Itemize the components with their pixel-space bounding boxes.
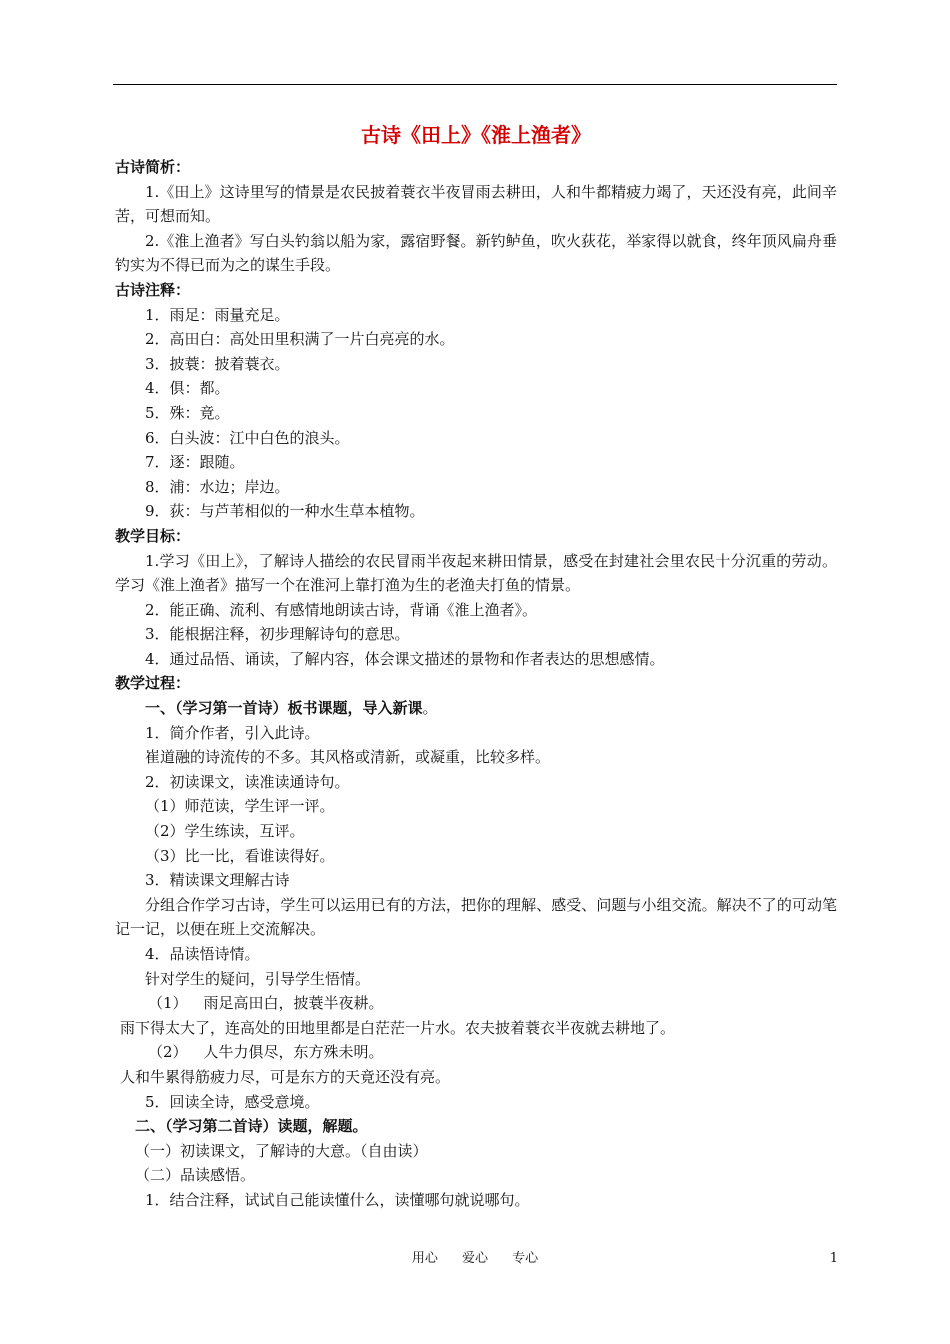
analysis-paragraph-1: 1.《田上》这诗里写的情景是农民披着蓑衣半夜冒雨去耕田，人和牛都精疲力竭了，天还没有亮，此间辛苦，可想而知。 — [115, 182, 837, 226]
goal-item-2: 2．能正确、流利、有感情地朗读古诗，背诵《淮上渔者》。 — [145, 600, 538, 619]
note-item: 8．浦：水边；岸边。 — [145, 477, 290, 496]
analysis-heading: 古诗简析： — [115, 158, 191, 176]
process-line: （3）比一比，看谁读得好。 — [145, 846, 335, 865]
poem-line-text: 人牛力俱尽，东方殊未明。 — [203, 1043, 384, 1062]
process-line: 4．品读悟诗情。 — [145, 945, 260, 963]
goals-heading: 教学目标： — [115, 526, 191, 545]
page-title: 古诗《田上》《淮上渔者》 — [361, 123, 591, 147]
note-item: 2．高田白：高处田里积满了一片白亮亮的水。 — [145, 330, 455, 349]
note-item: 3．披蓑：披着蓑衣。 — [145, 354, 290, 373]
goal-item-1: 1.学习《田上》，了解诗人描绘的农民冒雨半夜起来耕田情景，感受在封建社会里农民十分沉重的劳动。学习《淮上渔者》描写一个在淮河上靠打渔为生的老渔夫打鱼的情景。 — [115, 551, 837, 595]
document-body — [115, 121, 837, 1213]
poem-line-1 — [115, 991, 837, 1016]
poem-line-number: （1） — [148, 994, 188, 1013]
poem-line-number: （2） — [148, 1043, 188, 1062]
step-1-tail: 。 — [422, 699, 438, 718]
process-line: 崔道融的诗流传的不多。其风格或清新，或凝重，比较多样。 — [145, 748, 551, 767]
process-line: （1）师范读，学生评一评。 — [145, 797, 335, 816]
process-line: 人和牛累得筋疲力尽，可是东方的天竟还没有亮。 — [120, 1067, 451, 1086]
goal-item-4: 4．通过品悟、诵读，了解内容，体会课文描述的景物和作者表达的思想感情。 — [145, 649, 665, 668]
note-item: 9．荻：与芦苇相似的一种水生草本植物。 — [145, 502, 425, 521]
process-line: 3．精读课文理解古诗 — [145, 871, 290, 890]
process-line: 1．简介作者，引入此诗。 — [145, 723, 320, 742]
process-line: 2．初读课文，读准读通诗句。 — [145, 772, 350, 791]
process-line: 1．结合注释，试试自己能读懂什么，读懂哪句就说哪句。 — [145, 1190, 530, 1209]
note-item: 5．殊：竟。 — [145, 403, 230, 422]
footer-word: 爱心 — [461, 1251, 488, 1266]
process-line: （二）品读感悟。 — [135, 1166, 256, 1185]
poem-line-text: 雨足高田白，披蓑半夜耕。 — [203, 994, 384, 1013]
step-1-heading — [115, 696, 837, 721]
note-item: 6．白头波：江中白色的浪头。 — [145, 428, 350, 447]
process-line: 针对学生的疑问，引导学生悟情。 — [145, 969, 371, 988]
process-line: （2）学生练读，互评。 — [145, 822, 305, 841]
header-rule — [113, 84, 837, 85]
process-line: 5．回读全诗，感受意境。 — [145, 1092, 320, 1111]
footer-word: 专心 — [512, 1251, 539, 1266]
step-1-title: 一、（学习第一首诗）板书课题，导入新课 — [145, 699, 423, 718]
process-heading: 教学过程： — [115, 674, 191, 693]
page-number: 1 — [829, 1251, 838, 1266]
process-line: （一）初读课文，了解诗的大意。（自由读） — [135, 1141, 428, 1160]
process-line: 雨下得太大了，连高处的田地里都是白茫茫一片水。农夫披着蓑衣半夜就去耕地了。 — [120, 1018, 676, 1037]
footer-word: 用心 — [411, 1251, 438, 1266]
note-item: 1．雨足：雨量充足。 — [145, 305, 290, 324]
footer-slogan — [0, 1249, 950, 1269]
analysis-paragraph-2: 2.《淮上渔者》写白头钓翁以船为家，露宿野餐。新钓鲈鱼，吹火荻花，举家得以就食，终年顶风扁舟垂钓实为不得已而为之的谋生手段。 — [115, 231, 837, 275]
step-2-heading: 二、（学习第二首诗）读题，解题。 — [135, 1117, 368, 1136]
note-item: 7．逐：跟随。 — [145, 453, 245, 472]
process-paragraph: 分组合作学习古诗，学生可以运用已有的方法，把你的理解、感受、问题与小组交流。解决不了的可动笔记一记，以便在班上交流解决。 — [115, 895, 837, 939]
poem-line-2 — [115, 1040, 837, 1065]
goal-item-3: 3．能根据注释，初步理解诗句的意思。 — [145, 625, 410, 644]
notes-heading: 古诗注释： — [115, 280, 191, 299]
note-item: 4．俱：都。 — [145, 379, 230, 398]
